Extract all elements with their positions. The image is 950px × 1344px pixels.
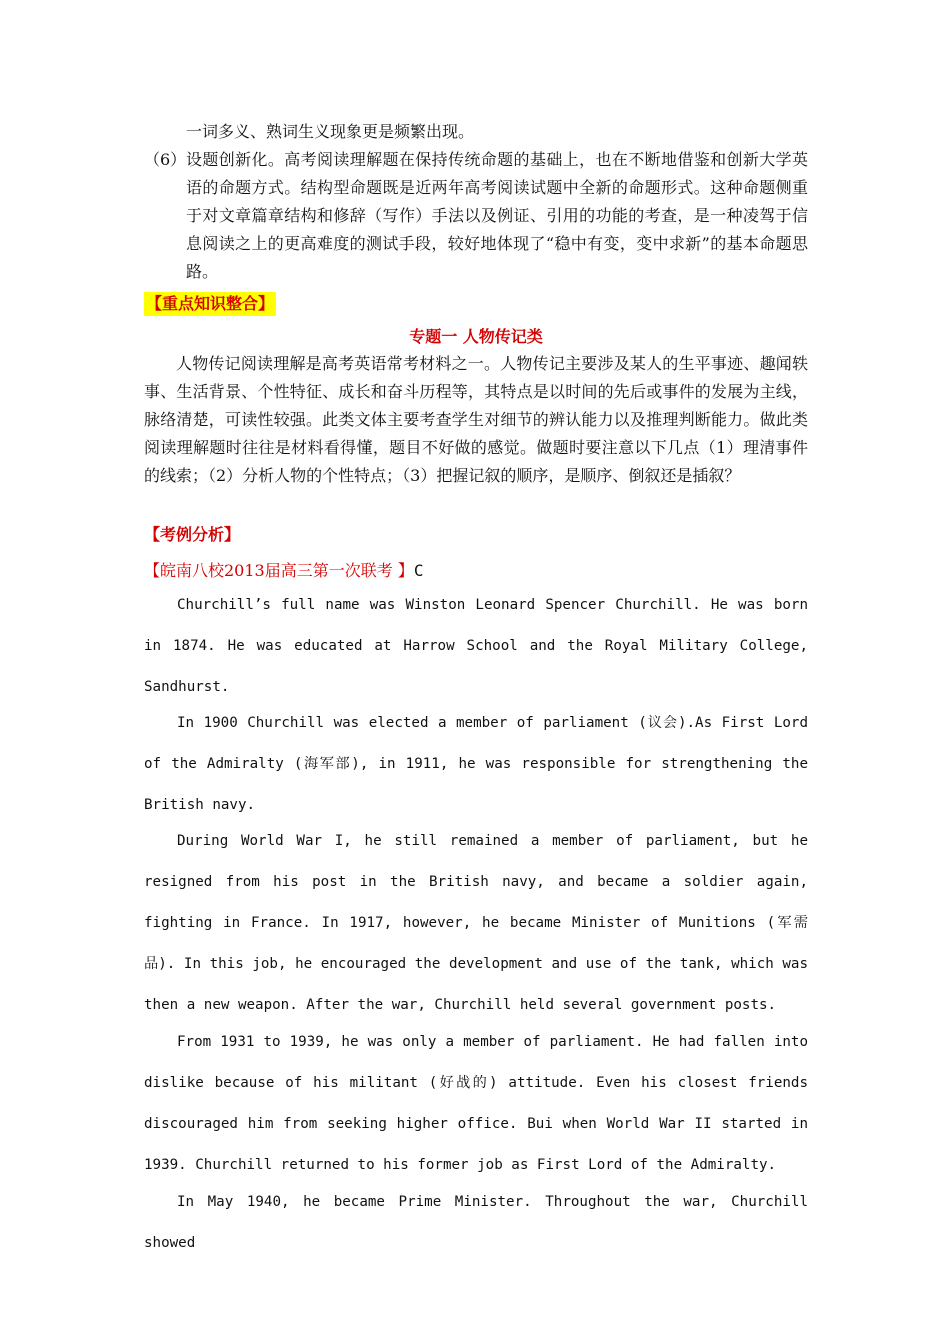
section-heading-case-analysis: 【考例分析】 [144, 525, 241, 544]
list-item-text: 设题创新化。高考阅读理解题在保持传统命题的基础上，也在不断地借鉴和创新大学英语的命题方式。结构型命题既是近两年高考阅读试题中全新的命题形式。这种命题侧重于对文章篇章结构和修辞（写作）手法以及例证、引用的功能的考查，是一种凌驾于信息阅读之上的更高难度的测试手段，较好地体现了“稳中有变，变中求新”的基本命题思路。 [186, 150, 808, 281]
exam-source [144, 557, 423, 585]
passage-paragraph-1: Churchill’s full name was Winston Leonard Spencer Churchill. He was born in 1874. He was educated at Harrow School and the Royal Military College, Sandhurst. [144, 597, 808, 695]
answer-letter: C [413, 561, 424, 580]
list-item-6 [144, 146, 808, 286]
continuation-line: 一词多义、熟词生义现象更是频繁出现。 [186, 122, 475, 141]
passage-paragraph-2: In 1900 Churchill was elected a member of parliament (议会).As First Lord of the Admiralty (海军部), in 1911, he was responsible for strengthening the British navy. [144, 715, 808, 813]
intro-paragraph: 人物传记阅读理解是高考英语常考材料之一。人物传记主要涉及某人的生平事迹、趣闻轶事、生活背景、个性特征、成长和奋斗历程等，其特点是以时间的先后或事件的发展为主线，脉络清楚，可读性较强。此类文体主要考查学生对细节的辨认能力以及推理判断能力。做此类阅读理解题时往往是材料看得懂，题目不好做的感觉。做题时要注意以下几点（1）理清事件的线索；（2）分析人物的个性特点；（3）把握记叙的顺序，是顺序、倒叙还是插叙？ [144, 354, 808, 485]
passage-paragraph-4: From 1931 to 1939, he was only a member of parliament. He had fallen into dislike because of his militant (好战的) attitude. Even his closest friends discouraged him from seeking higher office. Bui when World War II started in 1939. Churchill returned to his former job as First Lord of the Admiralty. [144, 1034, 808, 1173]
exam-source-label: 【皖南八校2013届高三第一次联考 】 [144, 561, 414, 580]
section-heading-key-knowledge: 【重点知识整合】 [144, 292, 276, 316]
topic-title: 专题一 人物传记类 [409, 327, 543, 346]
passage-paragraph-3: During World War I, he still remained a member of parliament, but he resigned from his post in the British navy, and became a soldier again, fighting in France. In 1917, however, he became Minister of Munitions (军需品). In this job, he encouraged the development and use of the tank, which was then a new weapon. After the war, Churchill held several government posts. [144, 833, 808, 1013]
list-item-number: （6） [144, 150, 187, 169]
passage-paragraph-5: In May 1940, he became Prime Minister. Throughout the war, Churchill showed [144, 1194, 808, 1251]
